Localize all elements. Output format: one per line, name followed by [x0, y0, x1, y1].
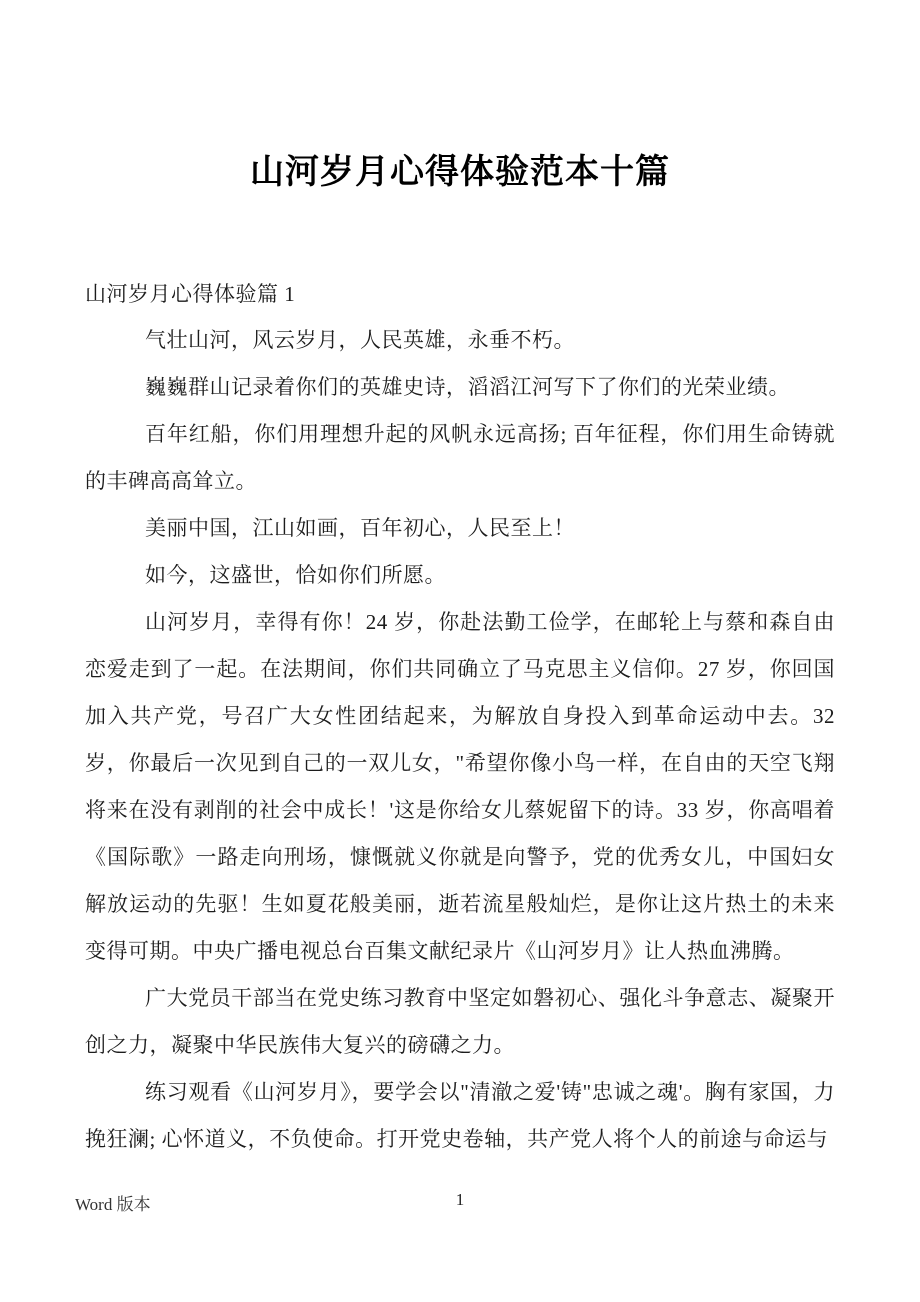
section-heading: 山河岁月心得体验篇 1 [85, 282, 296, 306]
paragraph: 巍巍群山记录着你们的英雄史诗，滔滔江河写下了你们的光荣业绩。 [145, 375, 790, 399]
document-body [85, 317, 835, 1163]
paragraph: 美丽中国，江山如画，百年初心，人民至上！ [145, 516, 575, 540]
paragraph: 百年红船，你们用理想升起的风帆永远高扬; 百年征程，你们用生命铸就的丰碑高高耸立。 [85, 422, 835, 493]
paragraph: 如今，这盛世，恰如你们所愿。 [145, 563, 446, 587]
footer-page-number: 1 [455, 1190, 465, 1209]
paragraph: 广大党员干部当在党史练习教育中坚定如磐初心、强化斗争意志、凝聚开创之力，凝聚中华民族伟大复兴的磅礴之力。 [85, 986, 835, 1057]
paragraph: 气壮山河，风云岁月，人民英雄，永垂不朽。 [145, 328, 575, 352]
document-title: 山河岁月心得体验范本十篇 [250, 154, 670, 191]
paragraph: 山河岁月，幸得有你！24 岁，你赴法勤工俭学，在邮轮上与蔡和森自由恋爱走到了一起。在法期间，你们共同确立了马克思主义信仰。27 岁，你回国加入共产党，号召广大女性团结起来，为解放自身投入到革命运动中去。32 岁，你最后一次见到自己的一双儿女，"希望你像小鸟一样，在自由的天空飞翔将来在没有剥削的社会中成长！'这是你给女儿蔡妮留下的诗。33 岁，你高唱着《国际歌》一路走向刑场，慷慨就义你就是向警予，党的优秀女儿，中国妇女解放运动的先驱！生如夏花般美丽，逝若流星般灿烂，是你让这片热土的未来变得可期。中央广播电视总台百集文献纪录片《山河岁月》让人热血沸腾。 [85, 610, 835, 963]
footer-version-label: Word 版本 [75, 1195, 151, 1214]
paragraph: 练习观看《山河岁月》，要学会以"清澈之爱'铸"忠诚之魂'。胸有家国，力挽狂澜; 心怀道义，不负使命。打开党史卷轴，共产党人将个人的前途与命运与 [85, 1080, 835, 1151]
